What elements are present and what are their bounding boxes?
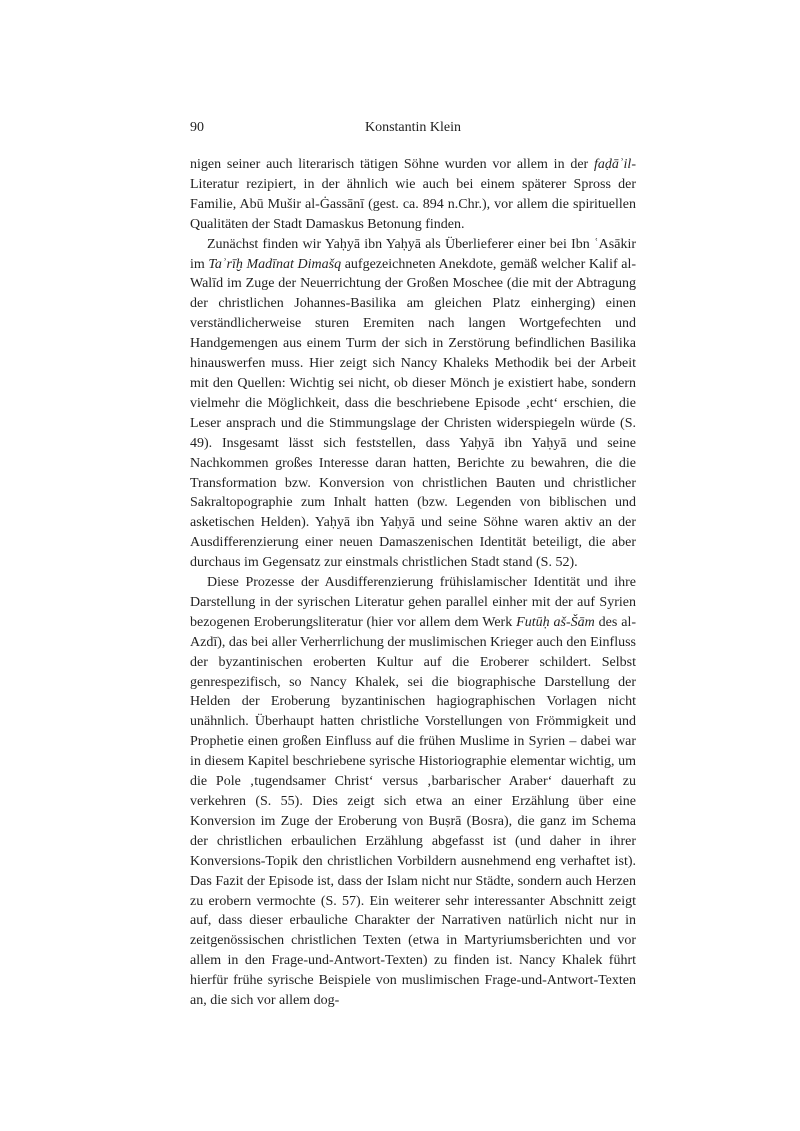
text-segment: Zunächst finden wir Yaḥyā ibn Yaḥyā als Überlieferer einer bei Ibn ʿAsākir im	[190, 236, 636, 272]
text-segment: des al-Azdī), das bei aller Verherrlichung der muslimischen Krieger auch den Einfluss der byzantinischen eroberten Kultur auf die Eroberer schildert. Selbst genrespezifisch, so Nancy Khalek, sei die biographische Darstellung der Helden der Eroberung byzantinischen hagiographischen Vorlagen nicht unähnlich. Überhaupt hatten christliche Vorstellungen von Frömmigkeit und Prophetie einen großen Einfluss auf die frühen Muslime in Syrien – dabei war in diesem Kapitel beschriebene syrische Historiographie elementar wichtig, um die Pole ‚tugendsamer Christ‘ versus ‚barbarischer Araber‘ dauerhaft zu verkehren (S. 55). Dies zeigt sich etwa an einer Erzählung über eine Konversion im Zuge der Eroberung von Buṣrā (Bosra), die ganz im Schema der christlichen erbaulichen Erzählung abgefasst ist (und daher in ihrer Konversions-Topik den christlichen Vorbildern ausnehmend eng verhaftet ist). Das Fazit der Episode ist, dass der Islam nicht nur Städte, sondern auch Herzen zu erobern vermochte (S. 57). Ein weiterer sehr interessanter Abschnitt zeigt auf, dass dieser erbauliche Charakter der Narrativen natürlich nicht nur in zeitgenössischen christlichen Texten (etwa in Martyriumsberichten und vor allem in den Frage-und-Antwort-Texten) zu finden ist. Nancy Khalek führt hierfür frühe syrische Beispiele von muslimischen Frage-und-Antwort-Texten an, die sich vor allem dog-	[190, 614, 636, 1009]
paragraph-p3	[190, 573, 636, 1011]
italic-title: Taʾrīḫ Madīnat Dimašq	[208, 256, 342, 272]
paragraph-p2	[190, 235, 636, 573]
text-segment: -Literatur rezipiert, in der ähnlich wie auch bei einem späterer Spross der Familie, Abū Mušir al-Ġassānī (gest. ca. 894 n.Chr.), vor allem die spirituellen Qualitäten der Stadt Damaskus Betonung finden.	[190, 157, 636, 232]
running-head: Konstantin Klein	[364, 120, 462, 135]
text-segment: nigen seiner auch literarisch tätigen Söhne wurden vor allem in der	[190, 157, 594, 172]
page-number: 90	[190, 120, 204, 135]
text-segment: aufgezeichneten Anekdote, gemäß welcher Kalif al-Walīd im Zuge der Neuerrichtung der Großen Moschee (die mit der Abtragung der christlichen Johannes-Basilika am gleichen Platz einherging) einen verständlicherweise sturen Eremiten nach langen Wortgefechten und Handgemengen aus einem Turm der sich in Zerstörung befindlichen Basilika hinauswerfen muss. Hier zeigt sich Nancy Khaleks Methodik bei der Arbeit mit den Quellen: Wichtig sei nicht, ob dieser Mönch je existiert habe, sondern vielmehr die Möglichkeit, dass die beschriebene Episode ‚echt‘ erschien, die Leser ansprach und die Stimmungslage der Christen widerspiegeln würde (S. 49). Insgesamt lässt sich feststellen, dass Yaḥyā ibn Yaḥyā und seine Nachkommen großes Interesse daran hatten, Berichte zu bewahren, die die Transformation bzw. Konversion von christlichen Bauten und christlicher Sakraltopographie zum Inhalt hatten (bzw. Legenden von biblischen und asketischen Helden). Yaḥyā ibn Yaḥyā und seine Söhne waren aktiv an der Ausdifferenzierung einer neuen Damaszenischen Identität beteiligt, die aber durchaus im Gegensatz zur einstmals christlichen Stadt stand (S. 52).	[190, 256, 636, 571]
text-segment: Diese Prozesse der Ausdifferenzierung frühislamischer Identität und ihre Darstellung in der syrischen Literatur gehen parallel einher mit der auf Syrien bezogenen Eroberungsliteratur (hier vor allem dem Werk	[190, 575, 636, 630]
italic-title: faḍāʾil	[593, 157, 632, 172]
body-text	[190, 155, 636, 1011]
page-header	[190, 118, 636, 138]
paragraph-p1	[190, 155, 636, 235]
italic-title: Futūḥ aš-Šām	[516, 614, 595, 630]
